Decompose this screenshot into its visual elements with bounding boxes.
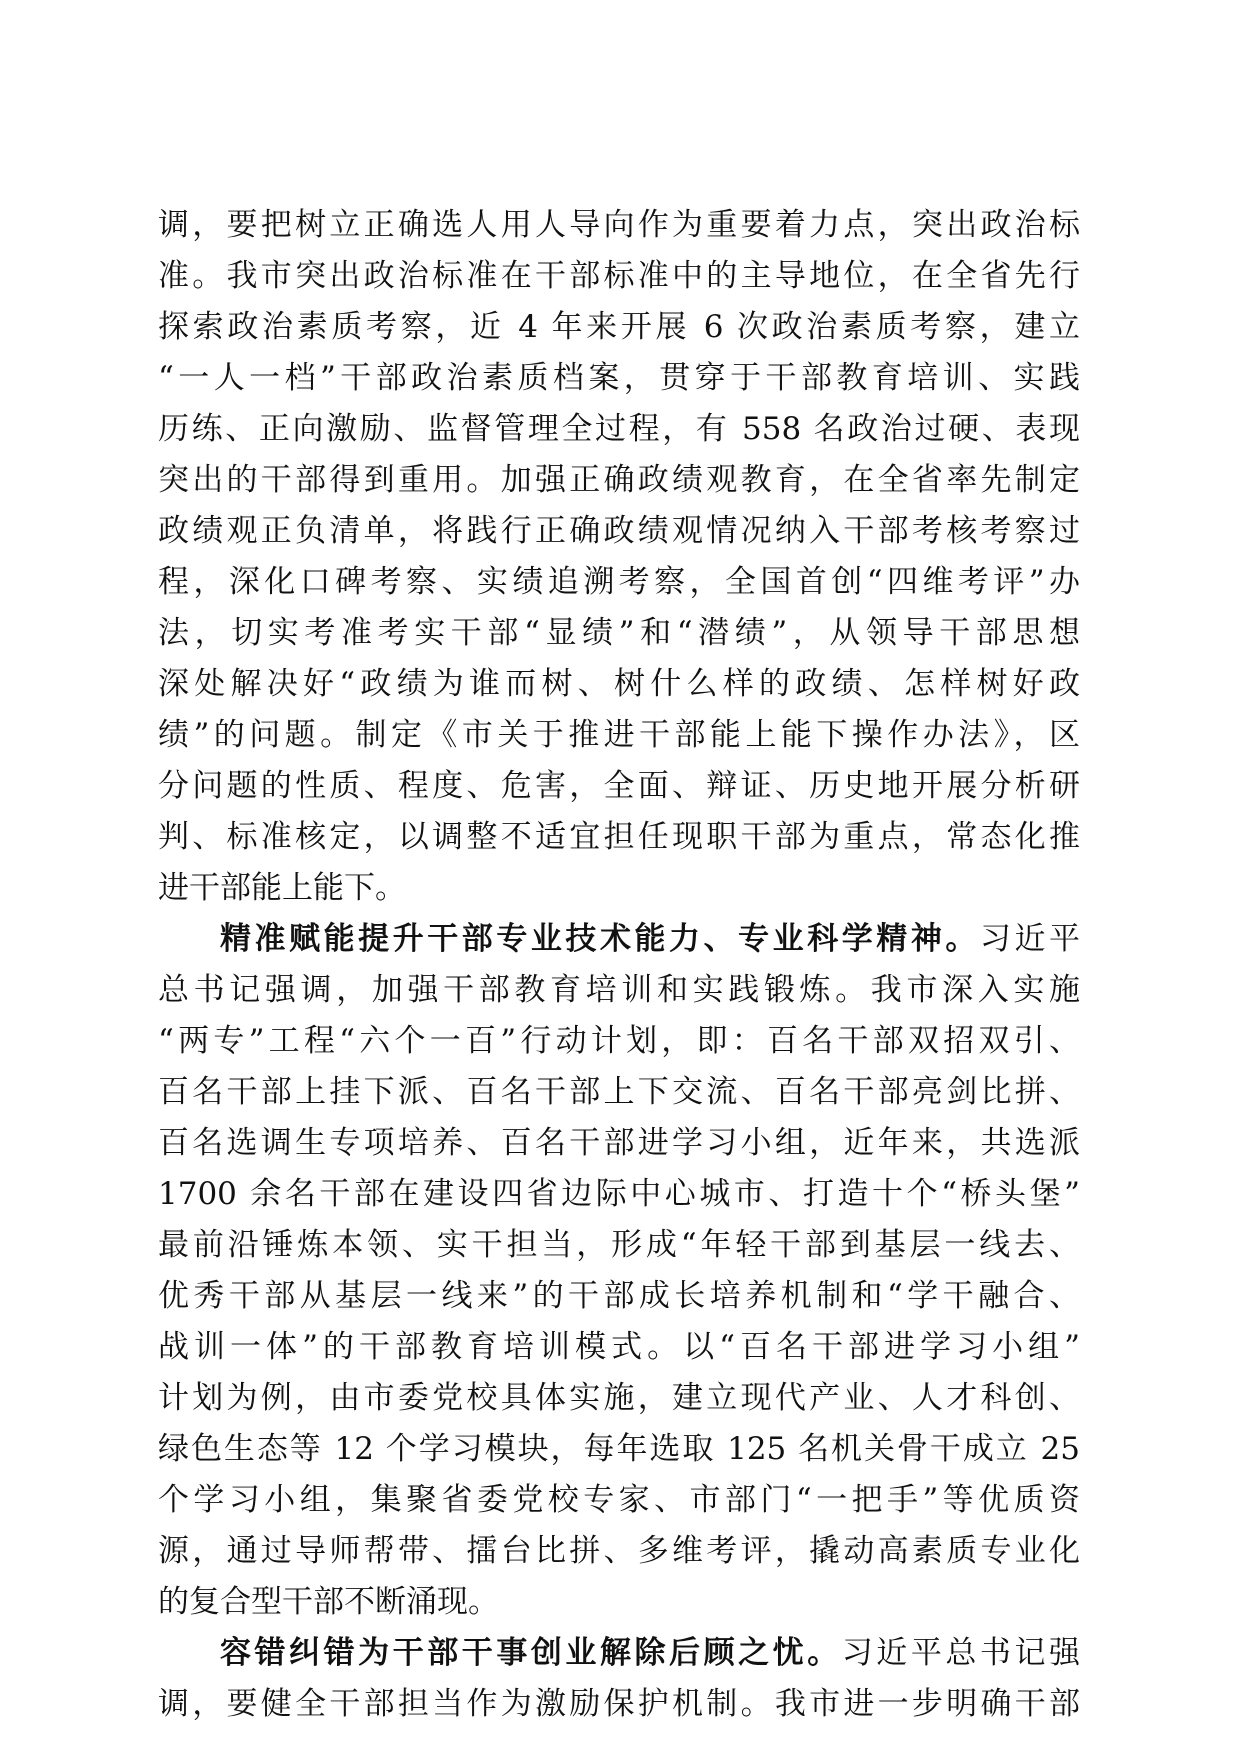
paragraph-precision-empowerment [158, 914, 1080, 1628]
text-line: 1700 余名干部在建设四省边际中心城市、打造十个“桥头堡” [158, 1176, 1080, 1212]
text-line: 深处解决好“政绩为谁而树、树什么样的政绩、怎样树好政 [158, 666, 1080, 702]
text-line: 绩”的问题。制定《市关于推进干部能上能下操作办法》，区 [158, 717, 1080, 753]
document-body [158, 200, 1080, 1730]
text-run: 习近平总书记强 [841, 1635, 1080, 1671]
text-line: 程，深化口碑考察、实绩追溯考察，全国首创“四维考评”办 [158, 564, 1080, 600]
paragraph-error-tolerance [158, 1628, 1080, 1730]
paragraph-first-line [158, 1628, 1080, 1679]
text-line: 法，切实考准考实干部“显绩”和“潜绩”，从领导干部思想 [158, 615, 1080, 651]
text-line: 计划为例，由市委党校具体实施，建立现代产业、人才科创、 [158, 1380, 1080, 1416]
text-line: 判、标准核定，以调整不适宜担任现职干部为重点，常态化推 [158, 819, 1080, 855]
text-line: “两专”工程“六个一百”行动计划，即：百名干部双招双引、 [158, 1023, 1080, 1059]
text-line: “一人一档”干部政治素质档案，贯穿于干部教育培训、实践 [158, 360, 1080, 396]
paragraph-political-standard [158, 200, 1080, 914]
text-line: 进干部能上能下。 [158, 870, 406, 906]
text-line: 源，通过导师帮带、擂台比拼、多维考评，撬动高素质专业化 [158, 1533, 1080, 1569]
text-line: 政绩观正负清单，将践行正确政绩观情况纳入干部考核考察过 [158, 513, 1080, 549]
text-line: 调，要健全干部担当作为激励保护机制。我市进一步明确干部 [158, 1686, 1080, 1722]
text-line: 准。我市突出政治标准在干部标准中的主导地位，在全省先行 [158, 258, 1080, 294]
paragraph-first-line [158, 914, 1080, 965]
text-line: 个学习小组，集聚省委党校专家、市部门“一把手”等优质资 [158, 1482, 1080, 1518]
text-line: 的复合型干部不断涌现。 [158, 1584, 499, 1620]
text-line: 探索政治素质考察，近 4 年来开展 6 次政治素质考察，建立 [158, 309, 1080, 345]
text-line: 最前沿锤炼本领、实干担当，形成“年轻干部到基层一线去、 [158, 1227, 1080, 1263]
text-line: 百名选调生专项培养、百名干部进学习小组，近年来，共选派 [158, 1125, 1080, 1161]
text-line: 分问题的性质、程度、危害，全面、辩证、历史地开展分析研 [158, 768, 1080, 804]
text-line: 调，要把树立正确选人用人导向作为重要着力点，突出政治标 [158, 207, 1080, 243]
text-line: 突出的干部得到重用。加强正确政绩观教育，在全省率先制定 [158, 462, 1080, 498]
text-line: 绿色生态等 12 个学习模块，每年选取 125 名机关骨干成立 25 [158, 1431, 1080, 1467]
text-line: 优秀干部从基层一线来”的干部成长培养机制和“学干融合、 [158, 1278, 1080, 1314]
text-run: 习近平 [979, 921, 1081, 957]
text-line: 历练、正向激励、监督管理全过程，有 558 名政治过硬、表现 [158, 411, 1080, 447]
text-line: 百名干部上挂下派、百名干部上下交流、百名干部亮剑比拼、 [158, 1074, 1080, 1110]
text-line: 战训一体”的干部教育培训模式。以“百名干部进学习小组” [158, 1329, 1080, 1365]
paragraph-heading: 容错纠错为干部干事创业解除后顾之忧。 [220, 1635, 842, 1671]
text-line: 总书记强调，加强干部教育培训和实践锻炼。我市深入实施 [158, 972, 1080, 1008]
paragraph-heading: 精准赋能提升干部专业技术能力、专业科学精神。 [220, 921, 980, 957]
